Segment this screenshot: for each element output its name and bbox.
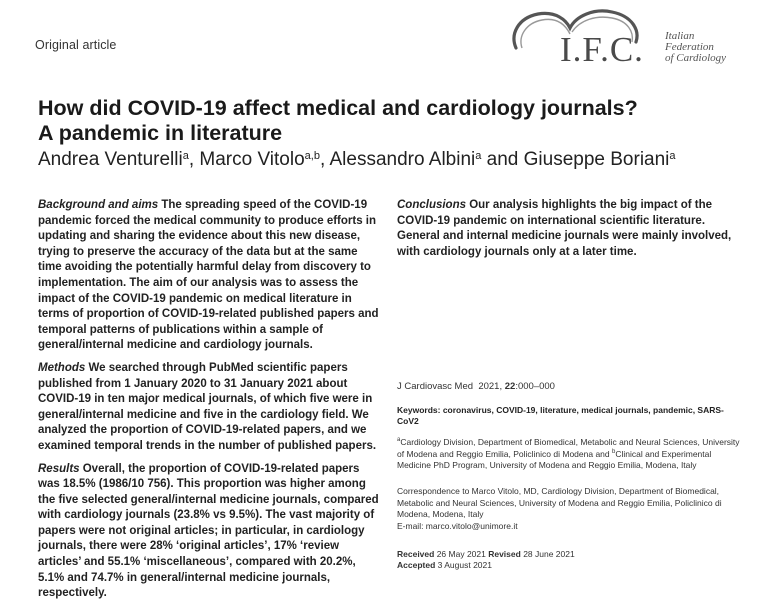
keywords-list: coronavirus, COVID-19, literature, medical journals, pandemic, SARS-CoV2 xyxy=(397,405,724,426)
author-name: Giuseppe Boriani xyxy=(523,149,670,170)
article-dates xyxy=(397,549,742,571)
abstract-methods xyxy=(38,361,380,455)
accepted-label: Accepted xyxy=(397,560,436,570)
author-name: Andrea Venturelli xyxy=(38,149,183,170)
author-affiliation: a,b xyxy=(304,150,320,162)
journal-name: J Cardiovasc Med xyxy=(397,381,474,392)
ifc-logo xyxy=(508,4,758,72)
title-line-1: How did COVID-19 affect medical and cardiology journals? xyxy=(38,96,638,120)
author-name: Alessandro Albini xyxy=(329,149,476,170)
journal-year: 2021, xyxy=(478,381,505,392)
logo-org-line1: Italian xyxy=(665,30,695,42)
methods-heading: Methods xyxy=(38,361,86,374)
affiliations xyxy=(397,437,742,472)
logo-org-line3: of Cardiology xyxy=(665,52,727,64)
keywords xyxy=(397,405,742,427)
accepted-line xyxy=(397,560,742,571)
section-label: Original article xyxy=(35,38,117,52)
affiliation-mark: b xyxy=(612,448,616,455)
affiliation-text: Clinical and Experimental Medicine PhD Program, University of Modena and Reggio Emilia, Modena, Italy xyxy=(397,448,712,470)
received-label: Received xyxy=(397,549,435,559)
journal-volume: 22 xyxy=(504,381,516,392)
abstract-left-column xyxy=(38,198,380,609)
conclusions-heading: Conclusions xyxy=(397,199,467,211)
received-date: 26 May 2021 xyxy=(434,549,489,559)
abstract-conclusions xyxy=(397,198,737,260)
correspondence-email: E-mail: marco.vitolo@unimore.it xyxy=(397,520,518,531)
author-affiliation: a xyxy=(475,150,482,162)
article-title xyxy=(38,96,738,146)
author-list xyxy=(38,149,758,171)
keywords-label: Keywords: xyxy=(397,405,441,415)
methods-text: We searched through PubMed scientific papers published from 1 January 2020 to 31 January 2021 about COVID-19 in ten major medical journals, of which five were in general/internal medicine and five in the cardiology field. We analyzed the proportion of COVID-19-related papers, and we examined temporal trends in the number of published papers. xyxy=(38,361,377,452)
revised-label: Revised xyxy=(488,549,521,559)
abstract-right-column xyxy=(397,198,737,267)
abstract-results xyxy=(38,462,380,602)
abstract-background xyxy=(38,198,380,354)
affiliation-text: Cardiology Division, Department of Biomedical, Metabolic and Neural Sciences, University of Modena and Reggio Emilia, Policlinico di Modena and xyxy=(397,437,740,459)
logo-initials: I.F.C. xyxy=(560,30,644,69)
journal-citation xyxy=(397,381,555,392)
author-separator: and xyxy=(481,149,524,170)
journal-pages: :000–000 xyxy=(515,381,555,392)
logo-org-name xyxy=(665,31,726,64)
background-heading: Background and aims xyxy=(38,199,159,211)
author-affiliation: a xyxy=(669,150,676,162)
received-revised-line xyxy=(397,549,742,560)
author-affiliation: a xyxy=(182,150,189,162)
correspondence xyxy=(397,486,742,532)
author-separator: , xyxy=(188,149,200,170)
logo-org-line2: Federation xyxy=(665,41,714,53)
author-name: Marco Vitolo xyxy=(199,149,305,170)
accepted-date: 3 August 2021 xyxy=(435,560,492,570)
background-text: The spreading speed of the COVID-19 pandemic forced the medical community to produce efforts in updating and sharing the evidence about this new disease, trying to preserve the accuracy of the data but at the same time avoiding the potentially harmful delay from discovery to implementation. The aim of our analysis was to assess the impact of the COVID-19 pandemic on medical literature in terms of proportion of COVID-19-related published papers and temporal patterns of publications within a sample of general/internal medicine and cardiology journals. xyxy=(38,199,379,352)
results-text: Overall, the proportion of COVID-19-related papers was 18.5% (1986/10 756). This proportion was higher among the five selected general/internal medicine journals, compared with cardiology journals (23.8% vs 9.5%). The vast majority of papers were not original articles; in particular, in cardiology journals, there were 28% ‘original articles’, 17% ‘review articles’ and 55.1% ‘miscellaneous’, compared with 20.2%, 5.1% and 74.7% in general/internal medicine journals, respectively. xyxy=(38,462,379,600)
affiliation-mark: a xyxy=(397,437,401,443)
results-heading: Results xyxy=(38,462,80,475)
conclusions-text: Our analysis highlights the big impact of the COVID-19 pandemic on international scientific literature. General and internal medicine journals were mainly involved, with cardiology journals only at a later time. xyxy=(397,199,732,258)
correspondence-text: Correspondence to Marco Vitolo, MD, Cardiology Division, Department of Biomedical, Metabolic and Neural Sciences, University of Modena and Reggio Emilia, Policlinico di Modena, Modena, Italy xyxy=(397,486,722,519)
title-line-2: A pandemic in literature xyxy=(38,121,283,145)
revised-date: 28 June 2021 xyxy=(520,549,575,559)
author-separator: , xyxy=(319,149,330,170)
